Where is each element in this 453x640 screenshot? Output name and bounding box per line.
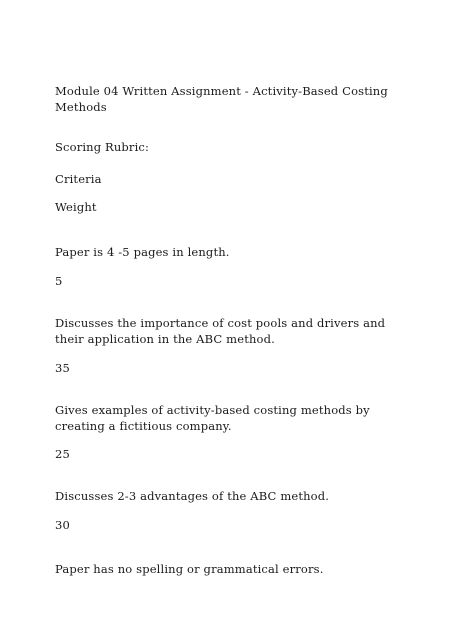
- weight-value: 5: [55, 274, 63, 288]
- criteria-item: Discusses 2-3 advantages of the ABC method.: [55, 489, 330, 503]
- criteria-header: Criteria: [55, 172, 102, 186]
- criteria-item: Gives examples of activity-based costing methods by creating a fictitious company.: [55, 403, 374, 433]
- weight-value: 35: [55, 361, 70, 375]
- rubric-heading: Scoring Rubric:: [55, 140, 150, 154]
- weight-value: 30: [55, 518, 70, 532]
- weight-value: 25: [55, 447, 70, 461]
- weight-header: Weight: [55, 200, 97, 214]
- criteria-item: Discusses the importance of cost pools and drivers and their application in the ABC method.: [55, 316, 389, 346]
- document-title: Module 04 Written Assignment - Activity-Based Costing Methods: [55, 84, 392, 114]
- criteria-item: Paper is 4 -5 pages in length.: [55, 245, 230, 259]
- criteria-item: Paper has no spelling or grammatical errors.: [55, 562, 324, 576]
